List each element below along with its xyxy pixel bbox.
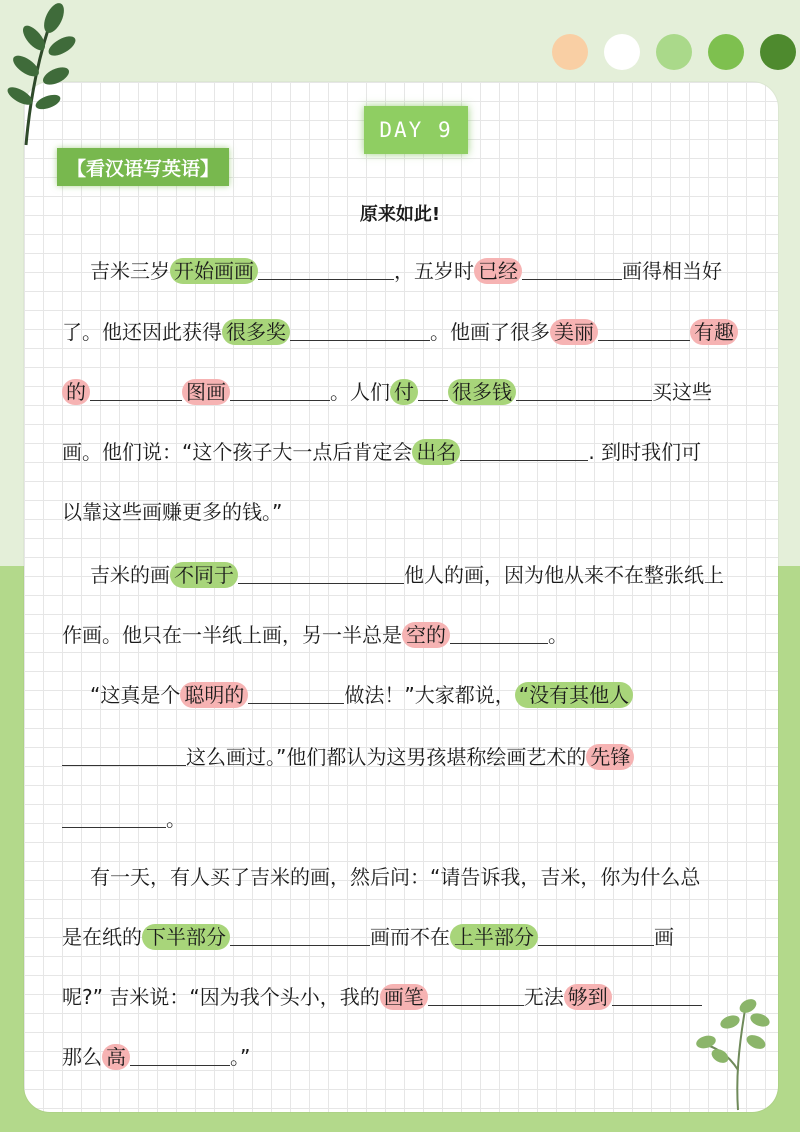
- hint-many-awards: 很多奖: [222, 319, 290, 345]
- hint-empty: 空的: [402, 622, 450, 648]
- passage-line-11: 有一天，有人买了吉米的画，然后问：“请告诉我，吉米，你为什么总: [90, 865, 701, 889]
- passage-line-10: 。: [62, 804, 186, 834]
- answer-blank[interactable]: [130, 1045, 230, 1066]
- section-tag: 【看汉语写英语】: [57, 148, 229, 186]
- day-badge: DAY 9: [364, 106, 468, 154]
- hint-famous: 出名: [412, 439, 460, 465]
- answer-blank[interactable]: [62, 807, 166, 828]
- answer-blank[interactable]: [418, 380, 448, 401]
- hint-reach: 够到: [564, 984, 612, 1010]
- answer-blank[interactable]: [612, 985, 702, 1006]
- passage-line-1: 吉米三岁 开始画画 ，五岁时 已经 画得相当好: [90, 259, 722, 283]
- hint-no-one-else: “没有其他人: [515, 682, 633, 708]
- hint-lower-half: 下半部分: [142, 924, 230, 950]
- worksheet-card: [24, 82, 778, 1112]
- hint-clever: 聪明的: [180, 682, 248, 708]
- passage-line-7: 作画。他只在一半纸上画，另一半总是 空的 。: [62, 623, 568, 647]
- hint-pictures: 图画: [182, 379, 230, 405]
- hint-start-drawing: 开始画画: [170, 258, 258, 284]
- dot-white: [604, 34, 640, 70]
- hint-de: 的: [62, 379, 90, 405]
- passage-line-13: 呢?” 吉米说：“因为我个头小，我的 画笔 无法 够到: [62, 982, 702, 1012]
- hint-pay: 付: [390, 379, 418, 405]
- answer-blank[interactable]: [238, 563, 404, 584]
- plant-sprig-icon: [694, 990, 784, 1112]
- passage-line-14: 那么 高 。”: [62, 1045, 251, 1069]
- passage-title: 原来如此!: [359, 204, 441, 225]
- passage-line-12: 是在纸的 下半部分 画而不在 上半部分 画: [62, 925, 674, 949]
- hint-pioneer: 先锋: [586, 744, 634, 770]
- answer-blank[interactable]: [230, 380, 330, 401]
- hint-already: 已经: [474, 258, 522, 284]
- hint-high: 高: [102, 1044, 130, 1070]
- answer-blank[interactable]: [258, 259, 394, 280]
- passage-line-9: 这么画过。”他们都认为这男孩堪称绘画艺术的 先锋: [62, 742, 634, 772]
- dot-green: [708, 34, 744, 70]
- passage-line-6: 吉米的画 不同于 他人的画，因为他从来不在整张纸上: [90, 563, 724, 587]
- answer-blank[interactable]: [62, 745, 186, 766]
- color-dots: [552, 34, 796, 70]
- leaf-branch-icon: [4, 0, 84, 150]
- answer-blank[interactable]: [450, 623, 548, 644]
- answer-blank[interactable]: [90, 380, 182, 401]
- answer-blank[interactable]: [230, 925, 370, 946]
- answer-blank[interactable]: [460, 440, 588, 461]
- answer-blank[interactable]: [538, 925, 654, 946]
- passage-line-8: “这真是个 聪明的 做法！”大家都说， “没有其他人: [62, 680, 633, 710]
- hint-much-money: 很多钱: [448, 379, 516, 405]
- passage-line-5: 以靠这些画赚更多的钱。”: [62, 500, 283, 524]
- answer-blank[interactable]: [248, 683, 344, 704]
- passage-line-2: 了。他还因此获得 很多奖 。他画了很多 美丽 有趣: [62, 317, 738, 347]
- answer-blank[interactable]: [516, 380, 652, 401]
- dot-light-green: [656, 34, 692, 70]
- hint-upper-half: 上半部分: [450, 924, 538, 950]
- dot-dark-green: [760, 34, 796, 70]
- hint-different-from: 不同于: [170, 562, 238, 588]
- hint-interesting: 有趣: [690, 319, 738, 345]
- answer-blank[interactable]: [598, 320, 690, 341]
- passage-line-3: 的 图画 。人们 付 很多钱 买这些: [62, 377, 712, 407]
- answer-blank[interactable]: [428, 985, 524, 1006]
- passage-line-4: 画。他们说：“这个孩子大一点后肯定会 出名 . 到时我们可: [62, 440, 702, 464]
- dot-peach: [552, 34, 588, 70]
- answer-blank[interactable]: [522, 259, 622, 280]
- hint-beautiful: 美丽: [550, 319, 598, 345]
- answer-blank[interactable]: [290, 320, 430, 341]
- hint-brush: 画笔: [380, 984, 428, 1010]
